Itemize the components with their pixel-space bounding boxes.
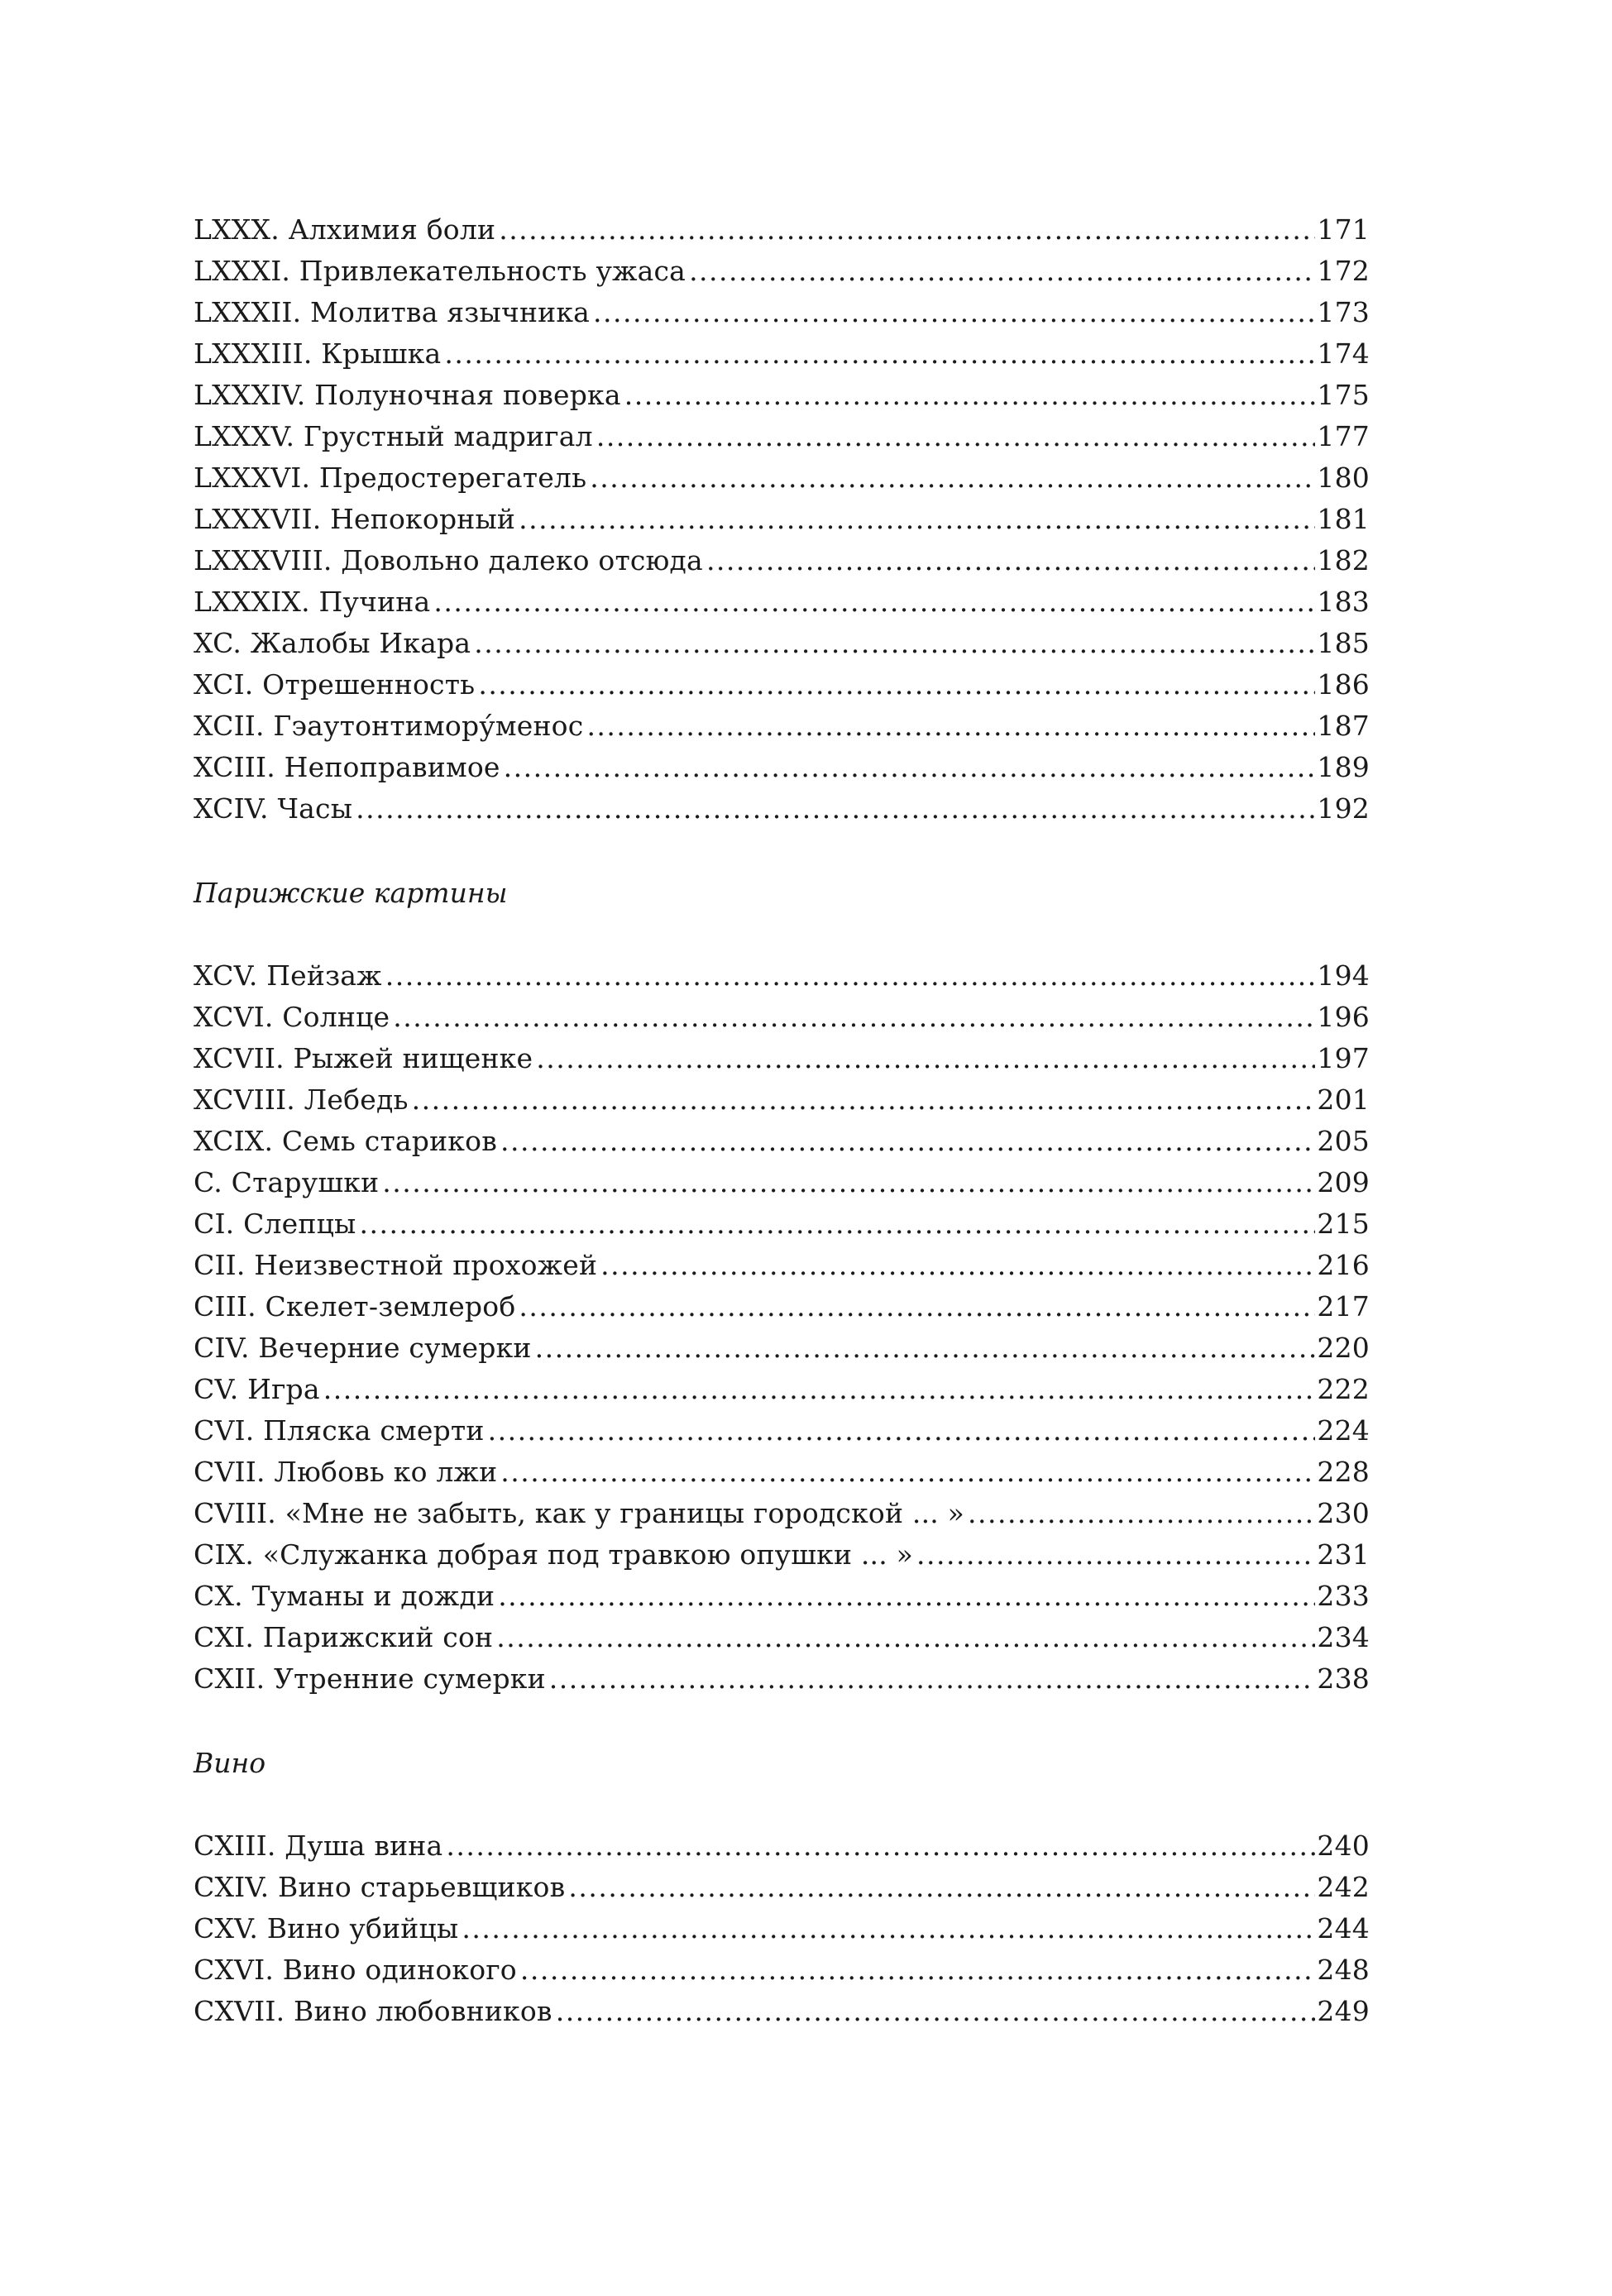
toc-entry <box>194 499 1370 540</box>
toc-entry <box>194 1867 1370 1908</box>
toc-entry-title: XCVI. Солнце <box>194 1001 390 1033</box>
toc-entry-page-number: 175 <box>1317 379 1370 411</box>
toc-entry <box>194 1327 1370 1369</box>
toc-entry-page-number: 177 <box>1317 420 1370 452</box>
toc-entry-page-number: 174 <box>1317 337 1370 370</box>
toc-entry <box>194 1410 1370 1452</box>
dot-leader <box>356 788 1315 830</box>
toc-entry-page-number: 238 <box>1317 1662 1370 1695</box>
toc-entry <box>194 1908 1370 1949</box>
toc-list <box>194 209 1370 830</box>
toc-entry-page-number: 216 <box>1317 1249 1370 1281</box>
toc-entry-title: CX. Туманы и дожди <box>194 1580 495 1612</box>
dot-leader <box>433 581 1315 623</box>
toc-entry-page-number: 201 <box>1317 1083 1370 1116</box>
dot-leader <box>360 1203 1316 1245</box>
toc-entry <box>194 457 1370 499</box>
dot-leader <box>488 1410 1316 1452</box>
toc-entry-title: LXXXII. Молитва язычника <box>194 296 591 328</box>
toc-entry-title: CIX. «Служанка добрая под травкою опушки ... » <box>194 1538 913 1571</box>
dot-leader <box>412 1079 1316 1121</box>
toc-entry <box>194 788 1370 830</box>
dot-leader <box>968 1493 1315 1534</box>
toc-entry <box>194 1203 1370 1245</box>
toc-entry <box>194 1245 1370 1286</box>
toc-entry-page-number: 231 <box>1317 1538 1370 1571</box>
toc-entry-title: CXV. Вино убийцы <box>194 1912 459 1944</box>
dot-leader <box>323 1369 1316 1410</box>
toc-entry <box>194 1534 1370 1576</box>
toc-entry <box>194 1991 1370 2032</box>
toc-entry-page-number: 249 <box>1317 1995 1370 2027</box>
dot-leader <box>916 1534 1315 1576</box>
toc-entry-page-number: 180 <box>1317 462 1370 494</box>
dot-leader <box>474 623 1315 664</box>
toc-entry <box>194 375 1370 416</box>
toc-entry-page-number: 172 <box>1317 255 1370 287</box>
toc-entry-title: XCVIII. Лебедь <box>194 1083 409 1116</box>
toc-entry-page-number: 194 <box>1317 959 1370 992</box>
toc-list <box>194 955 1370 1700</box>
toc-entry-page-number: 173 <box>1317 296 1370 328</box>
toc-entry-title: C. Старушки <box>194 1166 380 1198</box>
toc-entry-page-number: 222 <box>1317 1373 1370 1405</box>
dot-leader <box>590 457 1315 499</box>
toc-list <box>194 1825 1370 2032</box>
dot-leader <box>624 375 1316 416</box>
toc-entry <box>194 209 1370 251</box>
toc-entry <box>194 1949 1370 1991</box>
toc-entry-title: CXIV. Вино старьевщиков <box>194 1871 566 1903</box>
dot-leader <box>500 1121 1315 1162</box>
toc-entry <box>194 251 1370 292</box>
toc-entry-title: XC. Жалобы Икара <box>194 627 471 659</box>
toc-entry <box>194 1286 1370 1327</box>
toc-entry-page-number: 228 <box>1317 1456 1370 1488</box>
toc-entry-title: LXXXIX. Пучина <box>194 586 431 618</box>
toc-entry-title: CXII. Утренние сумерки <box>194 1662 546 1695</box>
toc-entry <box>194 1617 1370 1658</box>
toc-entry-title: CVII. Любовь ко лжи <box>194 1456 498 1488</box>
toc-entry-page-number: 242 <box>1317 1871 1370 1903</box>
toc-entry-page-number: 182 <box>1317 544 1370 576</box>
dot-leader <box>600 1245 1315 1286</box>
toc-entry <box>194 664 1370 706</box>
dot-leader <box>536 1038 1315 1079</box>
toc-entry-title: CXI. Парижский сон <box>194 1621 494 1653</box>
dot-leader <box>520 1949 1316 1991</box>
toc-entry-title: CIII. Скелет-землероб <box>194 1290 516 1323</box>
toc-entry <box>194 747 1370 788</box>
section-heading: Парижские картины <box>194 877 508 909</box>
dot-leader <box>556 1991 1316 2032</box>
dot-leader <box>586 706 1315 747</box>
toc-entry-page-number: 192 <box>1317 792 1370 825</box>
toc-entry-title: LXXXIII. Крышка <box>194 337 442 370</box>
toc-entry-page-number: 234 <box>1317 1621 1370 1653</box>
toc-entry-title: CVI. Пляска смерти <box>194 1414 485 1447</box>
toc-entry <box>194 1121 1370 1162</box>
dot-leader <box>568 1867 1315 1908</box>
toc-entry-title: CXIII. Душа вина <box>194 1830 443 1862</box>
toc-entry-title: XCI. Отрешенность <box>194 668 476 701</box>
toc-entry-title: LXXXVI. Предостерегатель <box>194 462 587 494</box>
toc-entry-title: XCV. Пейзаж <box>194 959 382 992</box>
toc-entry <box>194 1493 1370 1534</box>
dot-leader <box>499 209 1315 251</box>
toc-entry-title: XCIV. Часы <box>194 792 353 825</box>
dot-leader <box>519 499 1315 540</box>
toc-entry-title: CVIII. «Мне не забыть, как у границы городской ... » <box>194 1497 965 1529</box>
toc-entry-page-number: 215 <box>1317 1208 1370 1240</box>
dot-leader <box>549 1658 1316 1700</box>
toc-entry-title: CV. Игра <box>194 1373 320 1405</box>
toc-entry-page-number: 171 <box>1317 213 1370 246</box>
toc-entry <box>194 581 1370 623</box>
toc-entry-page-number: 187 <box>1317 710 1370 742</box>
toc-entry-title: LXXX. Алхимия боли <box>194 213 496 246</box>
toc-entry-title: CIV. Вечерние сумерки <box>194 1332 532 1364</box>
dot-leader <box>500 1452 1315 1493</box>
dot-leader <box>504 747 1316 788</box>
toc-entry <box>194 623 1370 664</box>
toc-entry <box>194 540 1370 581</box>
toc-entry <box>194 1038 1370 1079</box>
table-of-contents <box>194 209 1370 2032</box>
toc-entry-title: CXVI. Вино одинокого <box>194 1954 517 1986</box>
toc-entry <box>194 1576 1370 1617</box>
toc-entry <box>194 292 1370 333</box>
dot-leader <box>393 997 1315 1038</box>
toc-entry-title: LXXXI. Привлекательность ужаса <box>194 255 686 287</box>
toc-entry-page-number: 181 <box>1317 503 1370 535</box>
toc-entry-page-number: 244 <box>1317 1912 1370 1944</box>
dot-leader <box>462 1908 1315 1949</box>
toc-entry <box>194 1079 1370 1121</box>
toc-entry-page-number: 209 <box>1317 1166 1370 1198</box>
toc-entry-title: CI. Слепцы <box>194 1208 356 1240</box>
toc-entry-page-number: 217 <box>1317 1290 1370 1323</box>
toc-entry <box>194 1369 1370 1410</box>
toc-entry-title: LXXXIV. Полуночная поверка <box>194 379 621 411</box>
toc-entry-page-number: 230 <box>1317 1497 1370 1529</box>
toc-entry <box>194 1452 1370 1493</box>
toc-entry <box>194 706 1370 747</box>
dot-leader <box>444 333 1315 375</box>
toc-entry-title: LXXXVII. Непокорный <box>194 503 516 535</box>
toc-entry-title: CXVII. Вино любовников <box>194 1995 552 2027</box>
dot-leader <box>496 1617 1315 1658</box>
dot-leader <box>706 540 1315 581</box>
toc-entry-page-number: 189 <box>1317 751 1370 783</box>
toc-entry <box>194 1162 1370 1203</box>
toc-entry-page-number: 196 <box>1317 1001 1370 1033</box>
toc-entry-title: XCIX. Семь стариков <box>194 1125 497 1157</box>
toc-entry <box>194 333 1370 375</box>
toc-entry-title: LXXXV. Грустный мадригал <box>194 420 593 452</box>
toc-entry-page-number: 233 <box>1317 1580 1370 1612</box>
toc-entry-page-number: 220 <box>1317 1332 1370 1364</box>
toc-entry-title: LXXXVIII. Довольно далеко отсюда <box>194 544 703 576</box>
dot-leader <box>446 1825 1315 1867</box>
dot-leader <box>593 292 1315 333</box>
toc-entry <box>194 997 1370 1038</box>
toc-entry <box>194 1825 1370 1867</box>
dot-leader <box>382 1162 1315 1203</box>
toc-entry-page-number: 248 <box>1317 1954 1370 1986</box>
toc-entry-title: XCIII. Непоправимое <box>194 751 500 783</box>
toc-entry-page-number: 240 <box>1317 1830 1370 1862</box>
toc-entry <box>194 955 1370 997</box>
dot-leader <box>478 664 1315 706</box>
toc-entry-title: XCVII. Рыжей нищенке <box>194 1042 533 1074</box>
toc-entry <box>194 1658 1370 1700</box>
toc-entry-page-number: 185 <box>1317 627 1370 659</box>
toc-entry <box>194 416 1370 457</box>
toc-entry-title: XCII. Гэаутонтимору́менос <box>194 710 584 742</box>
toc-entry-title: CII. Неизвестной прохожей <box>194 1249 598 1281</box>
dot-leader <box>498 1576 1315 1617</box>
dot-leader <box>535 1327 1316 1369</box>
toc-entry-page-number: 224 <box>1317 1414 1370 1447</box>
toc-entry-page-number: 186 <box>1317 668 1370 701</box>
section-heading: Вино <box>194 1747 266 1779</box>
dot-leader <box>519 1286 1315 1327</box>
dot-leader <box>596 416 1316 457</box>
toc-entry-page-number: 183 <box>1317 586 1370 618</box>
dot-leader <box>689 251 1315 292</box>
toc-entry-page-number: 205 <box>1317 1125 1370 1157</box>
toc-entry-page-number: 197 <box>1317 1042 1370 1074</box>
dot-leader <box>385 955 1316 997</box>
